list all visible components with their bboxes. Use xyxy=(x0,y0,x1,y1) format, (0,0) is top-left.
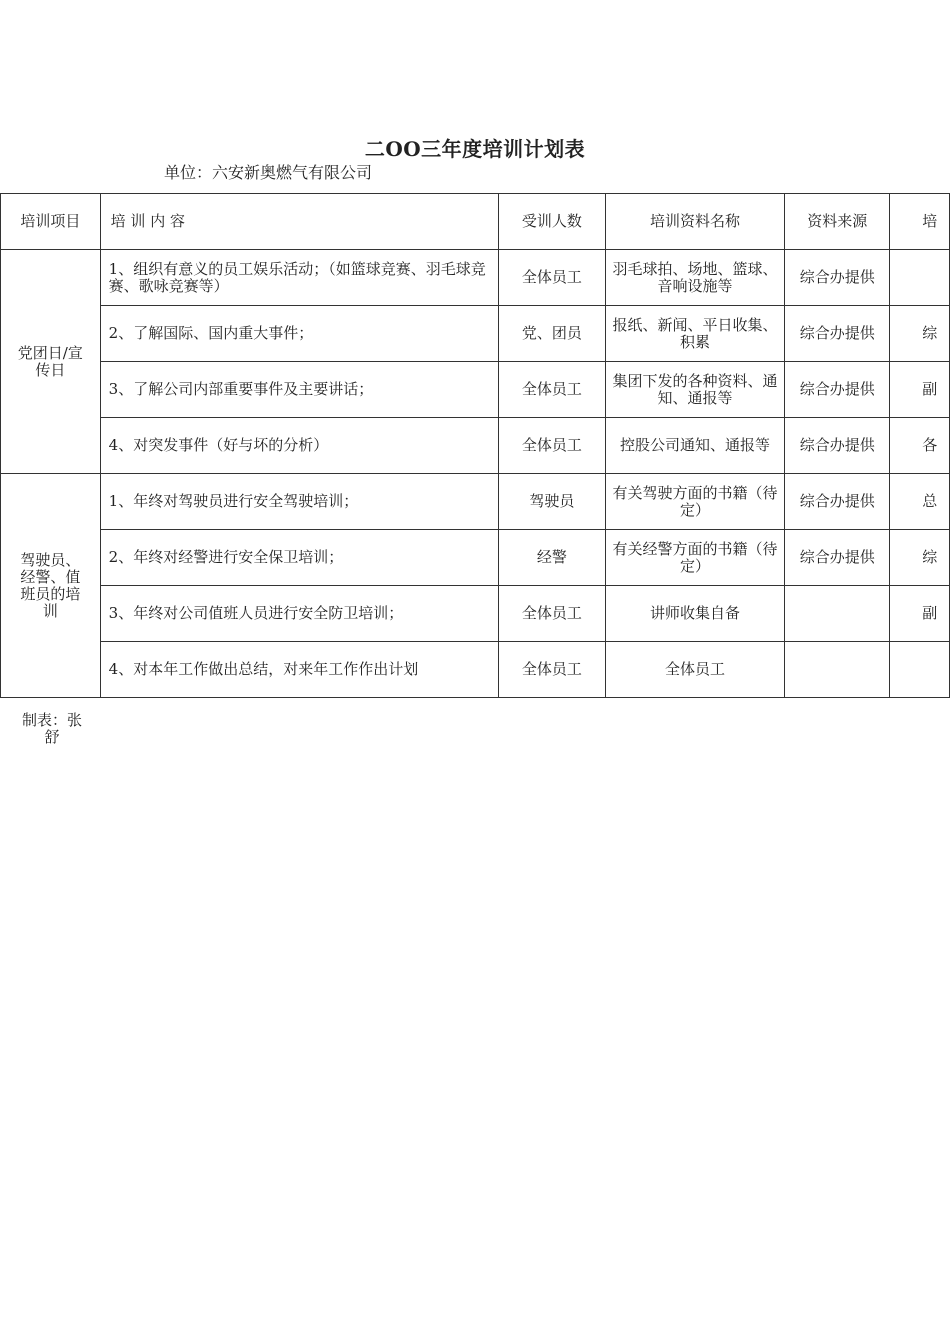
table-row xyxy=(1,418,950,474)
header-training-content: 培 训 内 容 xyxy=(100,194,498,250)
page-title: 二OO三年度培训计划表 xyxy=(364,137,586,161)
table-row xyxy=(1,474,950,530)
trainees-cell: 全体员工 xyxy=(499,586,606,642)
trainees-cell: 全体员工 xyxy=(499,362,606,418)
source-cell: 综合办提供 xyxy=(785,530,890,586)
extra-cell: 副 xyxy=(890,586,950,642)
header-material-source: 资料来源 xyxy=(785,194,890,250)
extra-cell: 各 xyxy=(890,418,950,474)
content-cell: 4、对本年工作做出总结，对来年工作作出计划 xyxy=(100,642,498,698)
material-cell: 羽毛球拍、场地、篮球、音响设施等 xyxy=(605,250,784,306)
source-cell xyxy=(785,642,890,698)
extra-cell: 综 xyxy=(890,530,950,586)
material-cell: 有关经警方面的书籍（待定） xyxy=(605,530,784,586)
header-trainees: 受训人数 xyxy=(499,194,606,250)
material-cell: 全体员工 xyxy=(605,642,784,698)
content-cell: 3、年终对公司值班人员进行安全防卫培训； xyxy=(100,586,498,642)
content-cell: 3、了解公司内部重要事件及主要讲话； xyxy=(100,362,498,418)
trainees-cell: 党、团员 xyxy=(499,306,606,362)
extra-cell xyxy=(890,250,950,306)
source-cell: 综合办提供 xyxy=(785,250,890,306)
trainees-cell: 全体员工 xyxy=(499,250,606,306)
content-cell: 4、对突发事件（好与坏的分析） xyxy=(100,418,498,474)
material-cell: 集团下发的各种资料、通知、通报等 xyxy=(605,362,784,418)
maker-label: 制表：张舒 xyxy=(21,711,82,746)
table-header-row xyxy=(1,194,950,250)
material-cell: 有关驾驶方面的书籍（待定） xyxy=(605,474,784,530)
trainees-cell: 全体员工 xyxy=(499,418,606,474)
table-row xyxy=(1,306,950,362)
content-cell: 1、年终对驾驶员进行安全驾驶培训； xyxy=(100,474,498,530)
trainees-cell: 经警 xyxy=(499,530,606,586)
content-cell: 2、了解国际、国内重大事件； xyxy=(100,306,498,362)
source-cell: 综合办提供 xyxy=(785,362,890,418)
source-cell: 综合办提供 xyxy=(785,418,890,474)
source-cell: 综合办提供 xyxy=(785,306,890,362)
header-truncated: 培 xyxy=(890,194,950,250)
material-cell: 讲师收集自备 xyxy=(605,586,784,642)
extra-cell xyxy=(890,642,950,698)
table-row xyxy=(1,362,950,418)
table-row xyxy=(1,642,950,698)
header-material-name: 培训资料名称 xyxy=(605,194,784,250)
source-cell: 综合办提供 xyxy=(785,474,890,530)
category-cell: 党团日/宣传日 xyxy=(1,250,101,474)
trainees-cell: 全体员工 xyxy=(499,642,606,698)
content-cell: 2、年终对经警进行安全保卫培训； xyxy=(100,530,498,586)
trainees-cell: 驾驶员 xyxy=(499,474,606,530)
category-cell: 驾驶员、经警、值班员的培训 xyxy=(1,474,101,698)
table-row xyxy=(1,530,950,586)
material-cell: 报纸、新闻、平日收集、积累 xyxy=(605,306,784,362)
extra-cell: 副 xyxy=(890,362,950,418)
training-plan-table xyxy=(0,193,950,698)
unit-label: 单位：六安新奥燃气有限公司 xyxy=(164,163,373,182)
extra-cell: 综 xyxy=(890,306,950,362)
table-row xyxy=(1,586,950,642)
extra-cell: 总 xyxy=(890,474,950,530)
material-cell: 控股公司通知、通报等 xyxy=(605,418,784,474)
source-cell xyxy=(785,586,890,642)
table-row xyxy=(1,250,950,306)
content-cell: 1、组织有意义的员工娱乐活动；（如篮球竞赛、羽毛球竞赛、歌咏竞赛等） xyxy=(100,250,498,306)
header-training-item: 培训项目 xyxy=(1,194,101,250)
